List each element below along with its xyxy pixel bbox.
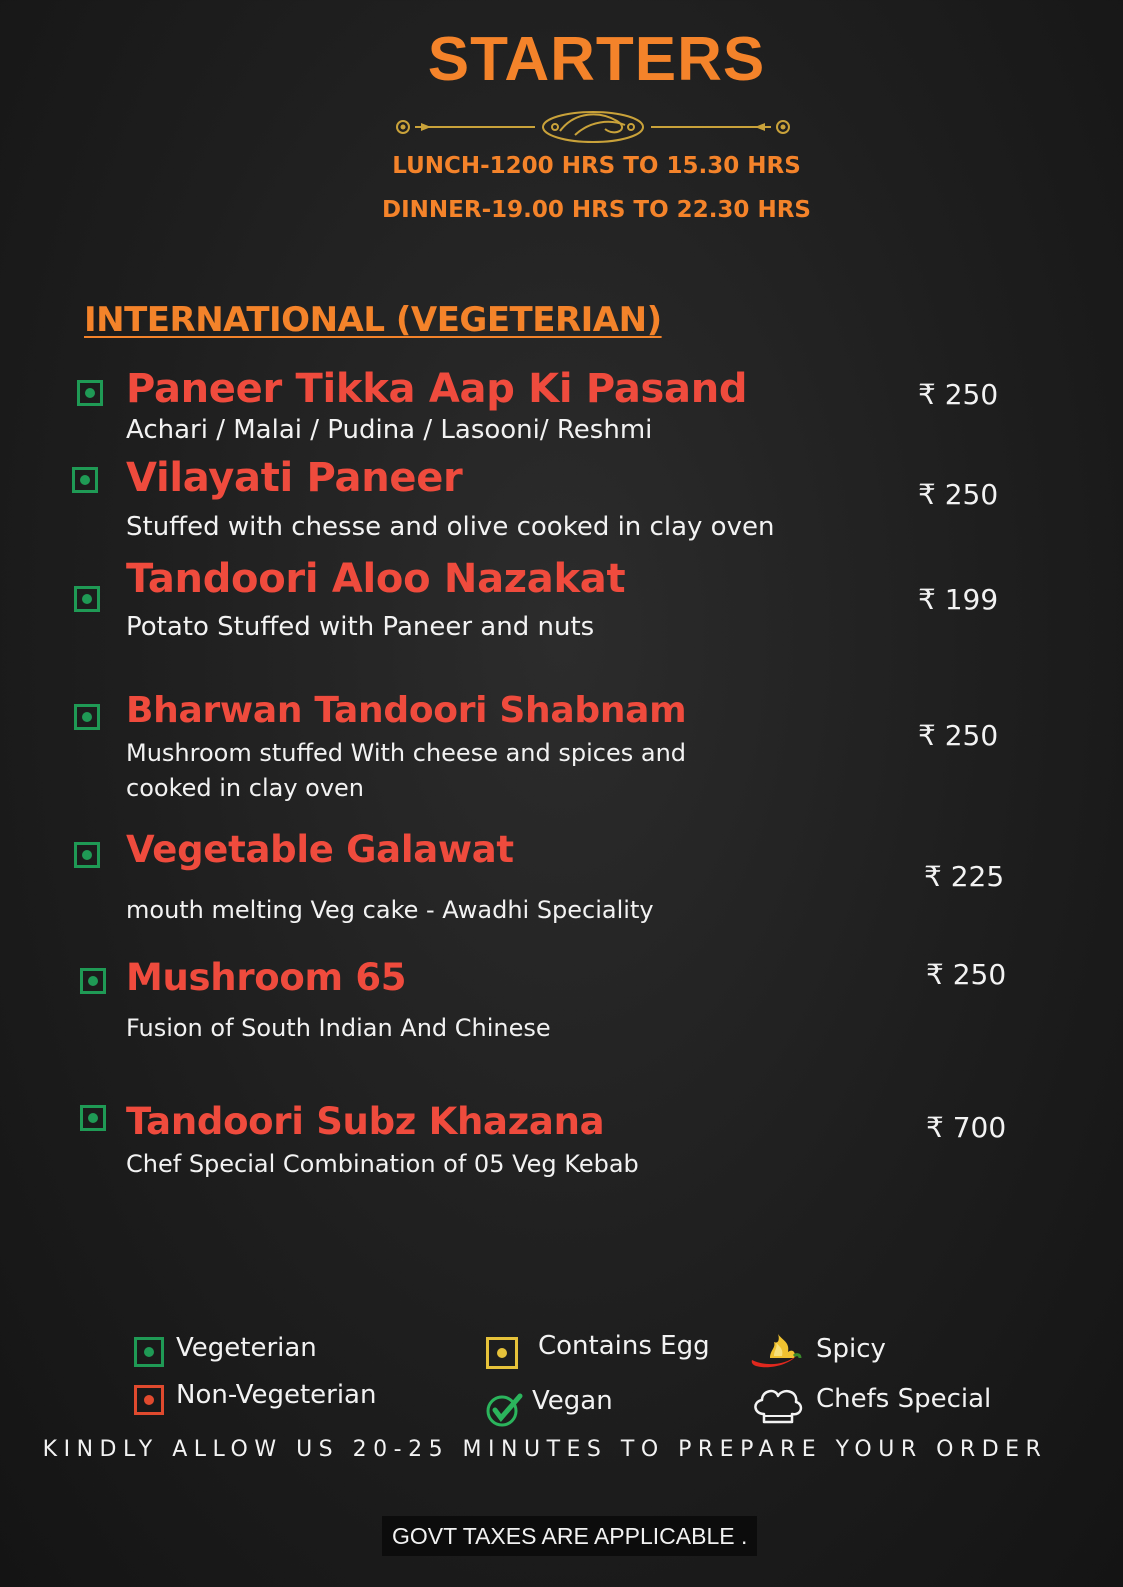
item-price: ₹ 250 xyxy=(918,478,999,511)
veg-mark-icon xyxy=(80,1105,106,1131)
item-name: Tandoori Aloo Nazakat xyxy=(126,556,626,602)
legend-contains-egg: Contains Egg xyxy=(538,1331,710,1361)
item-description: Stuffed with chesse and olive cooked in clay oven xyxy=(126,512,775,542)
item-description: Fusion of South Indian And Chinese xyxy=(126,1014,551,1042)
ornament-divider-icon xyxy=(385,107,801,147)
item-description: Achari / Malai / Pudina / Lasooni/ Reshmi xyxy=(126,415,653,445)
item-price: ₹ 700 xyxy=(926,1111,1007,1144)
tax-note: GOVT TAXES ARE APPLICABLE . xyxy=(382,1516,757,1556)
section-title: INTERNATIONAL (VEGETERIAN) xyxy=(84,300,662,340)
veg-mark-icon xyxy=(134,1337,164,1367)
legend-chefs-special: Chefs Special xyxy=(816,1384,992,1414)
veg-mark-icon xyxy=(74,704,100,730)
dinner-hours: DINNER-19.00 HRS TO 22.30 HRS xyxy=(382,197,811,223)
item-name: Paneer Tikka Aap Ki Pasand xyxy=(126,366,748,412)
legend-vegetarian: Vegeterian xyxy=(176,1333,317,1363)
item-name: Vegetable Galawat xyxy=(126,828,514,871)
item-description: mouth melting Veg cake - Awadhi Speciality xyxy=(126,896,654,924)
veg-mark-icon xyxy=(80,968,106,994)
item-description: Mushroom stuffed With cheese and spices and cooked in clay oven xyxy=(126,739,687,802)
item-description: Chef Special Combination of 05 Veg Kebab xyxy=(126,1150,639,1178)
item-price: ₹ 250 xyxy=(918,378,999,411)
item-name: Tandoori Subz Khazana xyxy=(126,1100,605,1143)
item-name: Vilayati Paneer xyxy=(126,455,463,501)
legend-non-vegetarian: Non-Vegeterian xyxy=(176,1380,377,1410)
nonveg-mark-icon xyxy=(134,1385,164,1415)
vegan-leaf-icon xyxy=(484,1390,524,1428)
veg-mark-icon xyxy=(77,380,103,406)
item-price: ₹ 199 xyxy=(918,583,999,616)
item-price: ₹ 250 xyxy=(918,719,999,752)
legend-spicy: Spicy xyxy=(816,1334,886,1364)
veg-mark-icon xyxy=(74,842,100,868)
item-price: ₹ 250 xyxy=(926,958,1007,991)
menu-title: STARTERS xyxy=(427,25,766,94)
lunch-hours: LUNCH-1200 HRS TO 15.30 HRS xyxy=(392,153,801,179)
preparation-notice: KINDLY ALLOW US 20-25 MINUTES TO PREPARE YOUR ORDER xyxy=(42,1437,1048,1462)
veg-mark-icon xyxy=(72,467,98,493)
legend-vegan: Vegan xyxy=(532,1386,613,1416)
chef-hat-icon xyxy=(750,1386,806,1426)
egg-mark-icon xyxy=(486,1337,518,1369)
item-name: Bharwan Tandoori Shabnam xyxy=(126,690,687,731)
item-price: ₹ 225 xyxy=(924,860,1005,893)
item-description: Potato Stuffed with Paneer and nuts xyxy=(126,612,595,642)
veg-mark-icon xyxy=(74,586,100,612)
chili-flame-icon xyxy=(750,1330,802,1370)
item-name: Mushroom 65 xyxy=(126,956,407,999)
